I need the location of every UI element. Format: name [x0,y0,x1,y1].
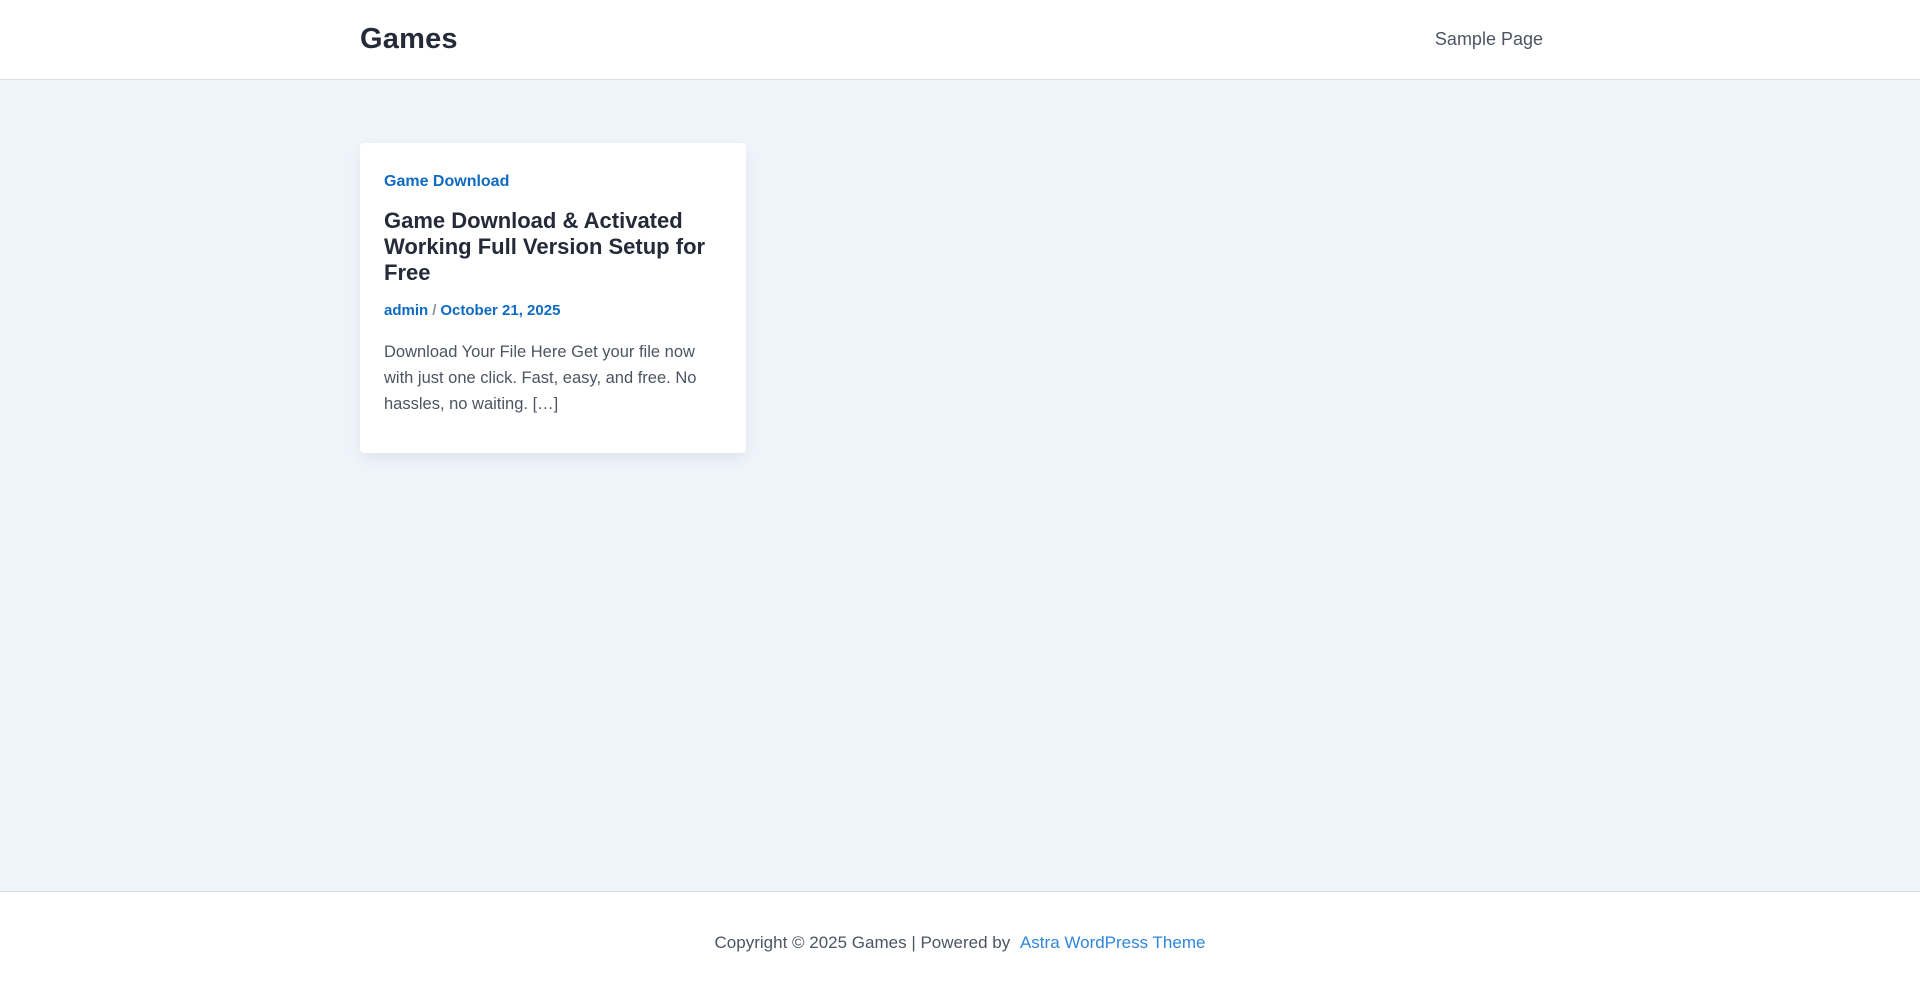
site-header [0,0,1920,80]
date-link[interactable]: October 21, 2025 [440,302,561,319]
author-link[interactable]: admin [384,302,429,319]
post-title [384,208,722,286]
site-footer [0,891,1920,993]
post-card [360,143,746,453]
copyright-prefix: Copyright © 2025 Games | Powered by [714,932,1011,952]
astra-theme-link[interactable]: Astra WordPress Theme [1019,932,1206,952]
primary-nav [1435,29,1560,50]
post-title-link[interactable]: Game Download & Activated Working Full Version Setup for Free [384,208,706,285]
post-category-link[interactable]: Game Download [384,173,510,190]
nav-item-sample-page[interactable]: Sample Page [1434,29,1543,49]
header-inner [360,0,1560,79]
post-meta [384,302,722,319]
content-container [360,143,1560,453]
meta-separator: / [432,302,437,319]
site-title-link[interactable]: Games [360,23,458,55]
content-area [0,80,1920,891]
copyright-text [715,933,1206,953]
post-excerpt: Download Your File Here Get your file now with just one click. Fast, easy, and free. No hassles, no waiting. […] [384,343,697,413]
